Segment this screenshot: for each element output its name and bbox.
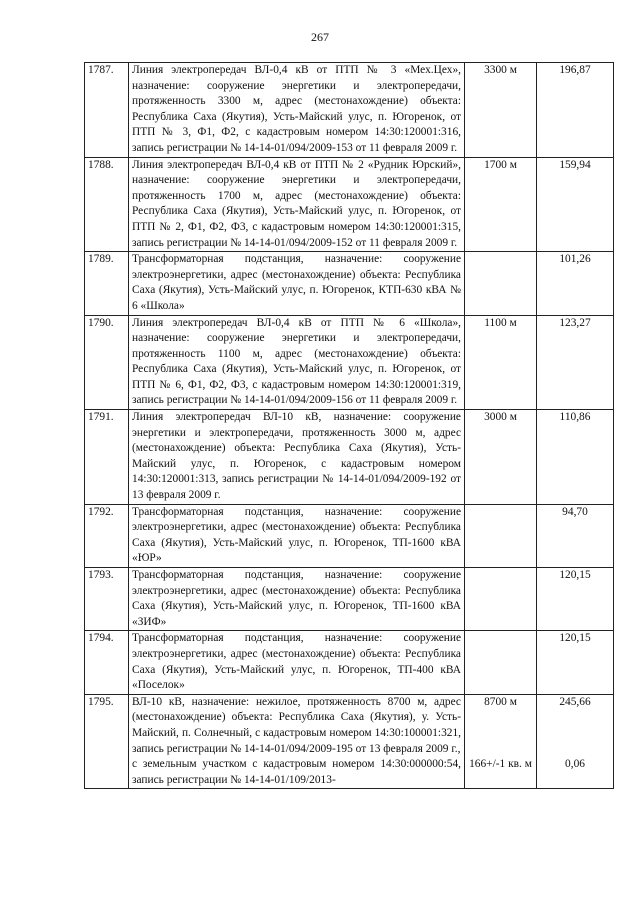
- object-value: 110,86: [537, 410, 614, 505]
- row-number: 1790.: [85, 315, 129, 410]
- object-value: 120,15: [537, 568, 614, 631]
- table-row: [85, 157, 614, 252]
- object-length: [465, 631, 537, 694]
- row-number: 1792.: [85, 504, 129, 567]
- object-description: Линия электропередач ВЛ-10 кВ, назначение: сооружение энергетики и электропередачи, протяженность 3000 м, адрес (местонахождение) объекта: Республика Саха (Якутия), Усть-Майский улус, п. Югоренок, с кадастровым номером 14:30:120001:313, запись регистрации № 14-14-01/094/2009-192 от 13 февраля 2009 г.: [129, 410, 465, 505]
- object-length: 3300 м: [465, 63, 537, 158]
- object-description-main: ВЛ-10 кВ, назначение: нежилое, протяженность 8700 м, адрес (местонахождение) объекта: Республика Саха (Якутия), у. Усть-Майский, п. Солнечный, с кадастровым номером 14:30:100001:321, запись регистрации № 14-14-01/094/2009-195 от 13 февраля 2009 г.,: [132, 695, 461, 755]
- object-description: Трансформаторная подстанция, назначение: сооружение электроэнергетики, адрес (местонахождение) объекта: Республика Саха (Якутия), Усть-Майский улус, п. Югоренок, ТП-400 кВА «Поселок»: [129, 631, 465, 694]
- object-value: 94,70: [537, 504, 614, 567]
- table-row: [85, 410, 614, 505]
- table-row: [85, 504, 614, 567]
- table-row: [85, 63, 614, 158]
- property-register-table: [84, 62, 614, 789]
- object-description: Трансформаторная подстанция, назначение: сооружение электроэнергетики, адрес (местонахождение) объекта: Республика Саха (Якутия), Усть-Майский улус, п. Югоренок, ТП-1600 кВА «ЗИФ»: [129, 568, 465, 631]
- object-description: [129, 694, 465, 789]
- row-number: 1787.: [85, 63, 129, 158]
- object-description: Линия электропередач ВЛ-0,4 кВ от ПТП № 3 «Мех.Цех», назначение: сооружение энергетики и электропередачи, протяженность 3300 м, адрес (местонахождение) объекта: Республика Саха (Якутия), Усть-Майский улус, п. Югоренок, от ПТП № 3, Ф1, Ф2, с кадастровым номером 14:30:120001:316, запись регистрации № 14-14-01/094/2009-153 от 11 февраля 2009 г.: [129, 63, 465, 158]
- row-number: 1794.: [85, 631, 129, 694]
- object-value: 123,27: [537, 315, 614, 410]
- object-value: [537, 694, 614, 789]
- land-plot-area: 166+/-1 кв. м: [469, 758, 532, 771]
- object-value: 120,15: [537, 631, 614, 694]
- table-row: [85, 631, 614, 694]
- row-number: 1795.: [85, 694, 129, 789]
- object-length: [465, 694, 537, 789]
- object-value: 101,26: [537, 252, 614, 315]
- object-length: [465, 504, 537, 567]
- object-length: 1700 м: [465, 157, 537, 252]
- object-value: 159,94: [537, 157, 614, 252]
- object-description: Линия электропередач ВЛ-0,4 кВ от ПТП № 2 «Рудник Юрский», назначение: сооружение энергетики и электропередачи, протяженность 1700 м, адрес (местонахождение) объекта: Республика Саха (Якутия), Усть-Майский улус, п. Югоренок, от ПТП № 2, Ф1, Ф2, Ф3, с кадастровым номером 14:30:120001:315, запись регистрации № 14-14-01/094/2009-152 от 11 февраля 2009 г.: [129, 157, 465, 252]
- object-length: 3000 м: [465, 410, 537, 505]
- land-plot-description: с земельным участком с кадастровым номером 14:30:000000:54, запись регистрации № 14-14-01/109/2013-: [132, 758, 461, 786]
- spacer: [468, 710, 533, 757]
- object-length: [465, 568, 537, 631]
- table-row: [85, 568, 614, 631]
- object-length: 1100 м: [465, 315, 537, 410]
- object-description: Трансформаторная подстанция, назначение: сооружение электроэнергетики, адрес (местонахождение) объекта: Республика Саха (Якутия), Усть-Майский улус, п. Югоренок, КТП-630 кВА № 6 «Школа»: [129, 252, 465, 315]
- object-length: [465, 252, 537, 315]
- object-description: Трансформаторная подстанция, назначение: сооружение электроэнергетики, адрес (местонахождение) объекта: Республика Саха (Якутия), Усть-Майский улус, п. Югоренок, ТП-1600 кВА «ЮР»: [129, 504, 465, 567]
- object-description: Линия электропередач ВЛ-0,4 кВ от ПТП № 6 «Школа», назначение: сооружение энергетики и электропередачи, протяженность 1100 м, адрес (местонахождение) объекта: Республика Саха (Якутия), Усть-Майский улус, п. Югоренок, от ПТП № 6, Ф1, Ф2, Ф3, с кадастровым номером 14:30:120001:319, запись регистрации № 14-14-01/094/2009-156 от 11 февраля 2009 г.: [129, 315, 465, 410]
- table-row: [85, 252, 614, 315]
- table-row: [85, 694, 614, 789]
- row-number: 1788.: [85, 157, 129, 252]
- table-row: [85, 315, 614, 410]
- row-number: 1791.: [85, 410, 129, 505]
- row-number: 1789.: [85, 252, 129, 315]
- object-value-main: 245,66: [559, 695, 591, 708]
- row-number: 1793.: [85, 568, 129, 631]
- object-length-main: 8700 м: [484, 695, 517, 708]
- land-plot-value: 0,06: [565, 758, 585, 771]
- spacer: [540, 710, 610, 757]
- page-number: 267: [311, 30, 329, 44]
- object-value: 196,87: [537, 63, 614, 158]
